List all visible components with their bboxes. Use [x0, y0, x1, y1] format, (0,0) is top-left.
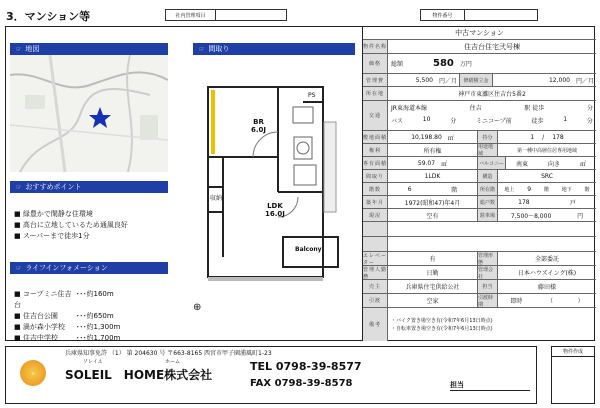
spec-address-row: 所在地 神戸市東灘区住吉台5番2 — [363, 87, 596, 101]
life-item: ■ コープミニ住吉台 ･･･約160m — [14, 290, 114, 309]
plan-icon: ☞ — [199, 45, 205, 53]
ruby-home: ホーム — [165, 359, 181, 365]
map-icon: ☞ — [16, 45, 22, 53]
license-text: 兵庫県知事免許 （1） 第 204630 号 〒663-8165 西宮市甲子園浦風町1-23 — [65, 350, 272, 357]
spec-layout-row: 間取り 1LDK 構造 SRC — [363, 170, 596, 183]
spec-land-row: 敷地面積 10,198.80 ㎡ 持分 1 / 178 — [363, 131, 596, 144]
spec-blank-row — [363, 222, 596, 237]
spec-name-row: 物件名称 住吉台住宅弐号棟 — [363, 40, 596, 54]
spec-area-row: 専有面積 59.07 ㎡ バルコニー 南東 向き ㎡ — [363, 157, 596, 170]
ps-label: PS — [308, 92, 316, 99]
life-item: ■ 住吉中学校 ･･･約1,700m — [14, 334, 121, 342]
spec-deliver-row: 引渡 空家 引渡時期 即時 （ ） — [363, 294, 596, 308]
company-name: SOLEIL HOME株式会社 — [65, 368, 213, 382]
spec-right-row: 権利 所有権 用途地域 第一種中高層住居専用地域 — [363, 144, 596, 157]
pub-stamp-box: 物件作成 — [551, 346, 595, 404]
spec-seller-row: 売主 兵庫県住宅供給公社 担当 藤田様 — [363, 280, 596, 294]
spec-traffic-row: 交通 JR東海道本線 住吉 駅 徒歩 分 バス 10 分 ミニコープ前 徒歩 1 分 — [363, 101, 596, 131]
life-item: ■ 渦が森小学校 ･･･約1,300m — [14, 323, 121, 331]
ruby-soleil: ソレイユ — [83, 359, 103, 365]
spec-type-row: 中古マンション — [363, 26, 596, 40]
life-header: ☞ ライフインフォメーション — [10, 262, 168, 274]
property-no-label: 物件番号 — [421, 10, 465, 20]
spec-status-row: 現況 空有 駐車場 7,500～8,000 円 — [363, 209, 596, 222]
area-map — [10, 55, 168, 172]
spec-price-row: 価格 総額 580 万円 — [363, 54, 596, 74]
life-list — [14, 289, 164, 344]
plan-header: ☞ 間取り — [193, 43, 355, 55]
tel-number[interactable]: TEL 0798-39-8577 — [250, 360, 362, 373]
point-item: ■ 高台に立地しているため通風良好 — [14, 221, 128, 229]
point-item: ■ スーパーまで徒歩1分 — [14, 232, 90, 240]
spec-blank-row-2 — [363, 237, 596, 252]
spec-built-row: 築年月 1972(昭和47)年4月 総戸数 178 戸 — [363, 196, 596, 209]
company-logo: ☀ — [20, 360, 46, 386]
spec-floor-row: 階数 6 階 所在階 地上 9 階 地下 階 — [363, 183, 596, 196]
spec-duty-row: 管理人勤務 日勤 管理会社 日本ハウズイング(株) — [363, 266, 596, 280]
map-header: ☞ 地図 — [10, 43, 168, 55]
management-label: 社内管理項目 — [166, 10, 216, 20]
info-icon: ☞ — [16, 264, 22, 272]
spec-notes-row: 備考 ・バイク置き場空き有(令和7年6月13日時点) ・自転車置き場空き有(令和7年6月13日時点) — [363, 308, 596, 341]
fax-number: FAX 0798-39-8578 — [250, 378, 353, 389]
spec-fee-row: 管理費 5,500 円／月 修繕積立金 12,000 円／月 — [363, 74, 596, 87]
life-item: ■ 住吉台公園 ･･･約650m — [14, 312, 114, 320]
property-no-box — [420, 9, 538, 21]
point-icon: ☞ — [16, 183, 22, 191]
spec-elev-row: エレベーター 有 管理形態 全部委託 — [363, 252, 596, 266]
points-header: ☞ おすすめポイント — [10, 181, 168, 193]
company-footer — [5, 346, 595, 406]
balcony-label: Balcony — [295, 246, 322, 253]
points-list — [14, 209, 164, 242]
management-box — [165, 9, 287, 21]
compass-icon: ⊕ — [193, 302, 202, 313]
ldk-label: LDK 16.0J — [265, 202, 285, 218]
spec-table — [362, 26, 595, 341]
floor-plan — [193, 62, 355, 334]
closet-label: 収納 — [210, 195, 223, 202]
point-item: ■ 緑豊かで閑静な住環境 — [14, 210, 93, 218]
br-label: BR 6.0J — [251, 118, 267, 134]
page-title: 3．マンション等 — [6, 10, 91, 23]
tanto-field: 担当 — [450, 380, 530, 391]
